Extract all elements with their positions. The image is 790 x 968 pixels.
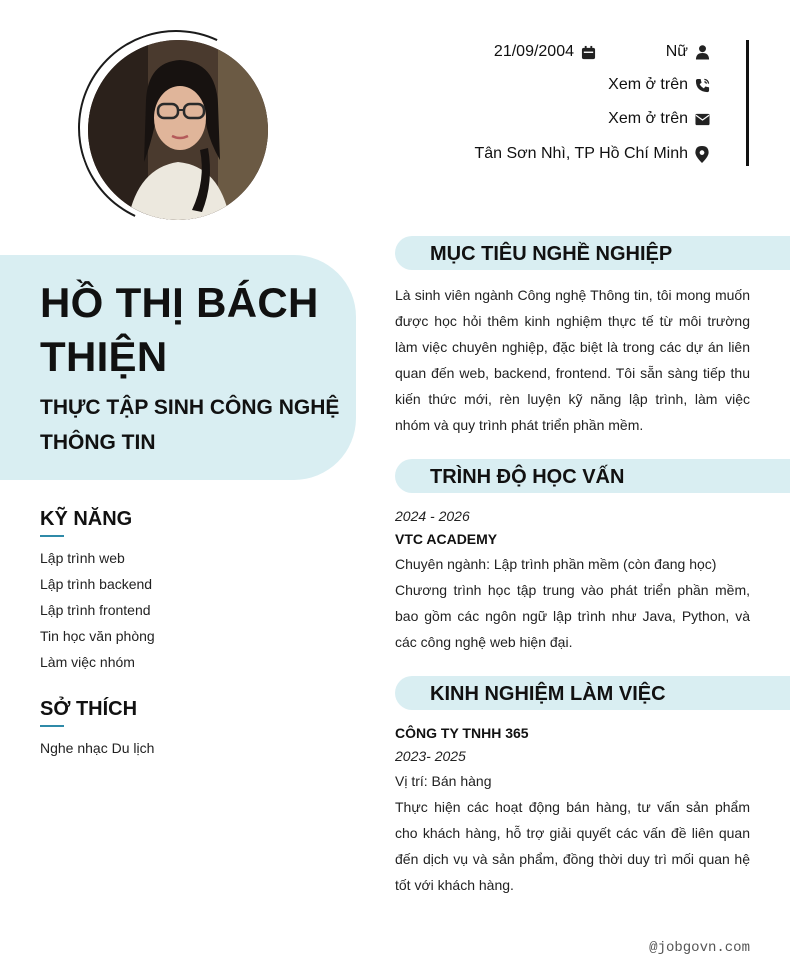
person-icon [694, 44, 710, 60]
skill-item: Làm việc nhóm [40, 654, 135, 670]
birthdate-text: 21/09/2004 [493, 43, 574, 60]
skills-title: KỸ NĂNG [40, 508, 133, 530]
education-period: 2024 - 2026 [395, 508, 470, 524]
contact-accent-bar [746, 40, 749, 166]
phone-text: Xem ở trên [608, 76, 688, 93]
experience-company: CÔNG TY TNHH 365 [395, 725, 529, 741]
education-school: VTC ACADEMY [395, 531, 498, 547]
skill-item: Tin học văn phòng [40, 628, 155, 644]
gender-item [666, 42, 710, 62]
location-pin-icon [694, 146, 710, 162]
experience-period: 2023- 2025 [395, 748, 466, 764]
gender-text: Nữ [665, 43, 688, 60]
phone-icon [694, 77, 710, 93]
address-text: Tân Sơn Nhì, TP Hồ Chí Minh [474, 145, 688, 162]
phone-item [608, 75, 710, 95]
envelope-icon [694, 111, 710, 127]
experience-title: KINH NGHIỆM LÀM VIỆC [430, 683, 666, 705]
objective-text: Là sinh viên ngành Công nghệ Thông tin, tôi mong muốn được học hỏi thêm kinh nghiệm thực tế từ môi trường làm việc chuyên nghiệp, đặc biệt là trong các dự án liên quan đến web, backend, frontend. Tôi sẵn sàng tiếp thu kiến thức mới, rèn luyện kỹ năng lập trình, làm việc nhóm và quy trình phát triển phần mềm. [395, 287, 750, 433]
avatar-portrait-icon [88, 40, 268, 220]
education-title: TRÌNH ĐỘ HỌC VẤN [430, 466, 625, 488]
skill-item: Lập trình backend [40, 576, 153, 592]
experience-description: Thực hiện các hoạt động bán hàng, tư vấn sản phẩm cho khách hàng, hỗ trợ giải quyết các vấn đề liên quan đến dịch vụ và sản phẩm, đồng thời duy trì mối quan hệ tốt với khách hàng. [395, 799, 750, 893]
birthdate-item [494, 42, 596, 62]
hobbies-title: SỞ THÍCH [40, 698, 138, 720]
candidate-name: HỒ THỊ BÁCH THIỆN [40, 279, 319, 380]
experience-position: Vị trí: Bán hàng [395, 773, 492, 789]
hobbies-underline [40, 725, 64, 727]
skills-underline [40, 535, 64, 537]
skill-item: Lập trình frontend [40, 602, 151, 618]
address-item [474, 144, 710, 164]
education-major: Chuyên ngành: Lập trình phần mềm (còn đang học) [395, 556, 717, 572]
hobbies-text: Nghe nhạc Du lịch [40, 740, 155, 756]
candidate-role: THỰC TẬP SINH CÔNG NGHỆ THÔNG TIN [40, 396, 340, 454]
email-text: Xem ở trên [608, 110, 688, 127]
objective-title: MỤC TIÊU NGHỀ NGHIỆP [430, 243, 673, 265]
avatar [88, 40, 268, 220]
skill-item: Lập trình web [40, 550, 125, 566]
brand-watermark[interactable]: @jobgovn.com [649, 940, 750, 956]
email-item [608, 109, 710, 129]
education-description: Chương trình học tập trung vào phát triển phần mềm, bao gồm các ngôn ngữ lập trình như Java, Python, và các công nghệ web hiện đại. [395, 582, 750, 650]
calendar-icon [580, 44, 596, 60]
